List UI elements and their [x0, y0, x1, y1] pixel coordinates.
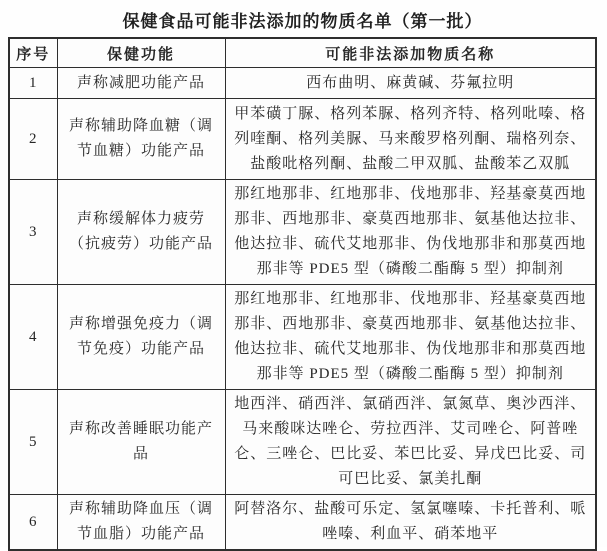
table-row	[9, 285, 596, 390]
substances-cell: 阿替洛尔、盐酸可乐定、氢氯噻嗪、卡托普利、哌唑嗪、利血平、硝苯地平	[225, 495, 596, 551]
row-number: 6	[9, 495, 57, 551]
health-function-cell: 声称改善睡眠功能产品	[57, 390, 225, 495]
table-row	[9, 68, 596, 99]
header-substance-names: 可能非法添加物质名称	[225, 38, 596, 68]
health-function-cell: 声称减肥功能产品	[57, 68, 225, 99]
health-function-cell: 声称缓解体力疲劳（抗疲劳）功能产品	[57, 180, 225, 285]
health-function-cell: 声称辅助降血压（调节血脂）功能产品	[57, 495, 225, 551]
health-function-cell: 声称增强免疫力（调节免疫）功能产品	[57, 285, 225, 390]
substances-cell: 那红地那非、红地那非、伐地那非、羟基豪莫西地那非、西地那非、豪莫西地那非、氨基他达拉非、他达拉非、硫代艾地那非、伪伐地那非和那莫西地那非等 PDE5 型（磷酸二酯酶 5 型）抑制剂	[225, 285, 596, 390]
table-header-row	[9, 38, 596, 68]
substances-cell: 那红地那非、红地那非、伐地那非、羟基豪莫西地那非、西地那非、豪莫西地那非、氨基他达拉非、他达拉非、硫代艾地那非、伪伐地那非和那莫西地那非等 PDE5 型（磷酸二酯酶 5 型）抑制剂	[225, 180, 596, 285]
substances-cell: 西布曲明、麻黄碱、芬氟拉明	[225, 68, 596, 99]
header-health-function: 保健功能	[57, 38, 225, 68]
table-row	[9, 390, 596, 495]
document-title: 保健食品可能非法添加的物质名单（第一批）	[122, 12, 483, 31]
row-number: 4	[9, 285, 57, 390]
row-number: 5	[9, 390, 57, 495]
row-number: 1	[9, 68, 57, 99]
row-number: 2	[9, 99, 57, 180]
substances-cell: 甲苯磺丁脲、格列苯脲、格列齐特、格列吡嗪、格列喹酮、格列美脲、马来酸罗格列酮、瑞格列奈、盐酸吡格列酮、盐酸二甲双胍、盐酸苯乙双胍	[225, 99, 596, 180]
table-row	[9, 495, 596, 551]
substances-table	[8, 37, 597, 551]
substances-cell: 地西泮、硝西泮、氯硝西泮、氯氮草、奥沙西泮、马来酸咪达唑仑、劳拉西泮、艾司唑仑、阿普唑仑、三唑仑、巴比妥、苯巴比妥、异戊巴比妥、司可巴比妥、氯美扎酮	[225, 390, 596, 495]
health-function-cell: 声称辅助降血糖（调节血糖）功能产品	[57, 99, 225, 180]
header-serial-number: 序号	[9, 38, 57, 68]
table-row	[9, 180, 596, 285]
table-row	[9, 99, 596, 180]
row-number: 3	[9, 180, 57, 285]
